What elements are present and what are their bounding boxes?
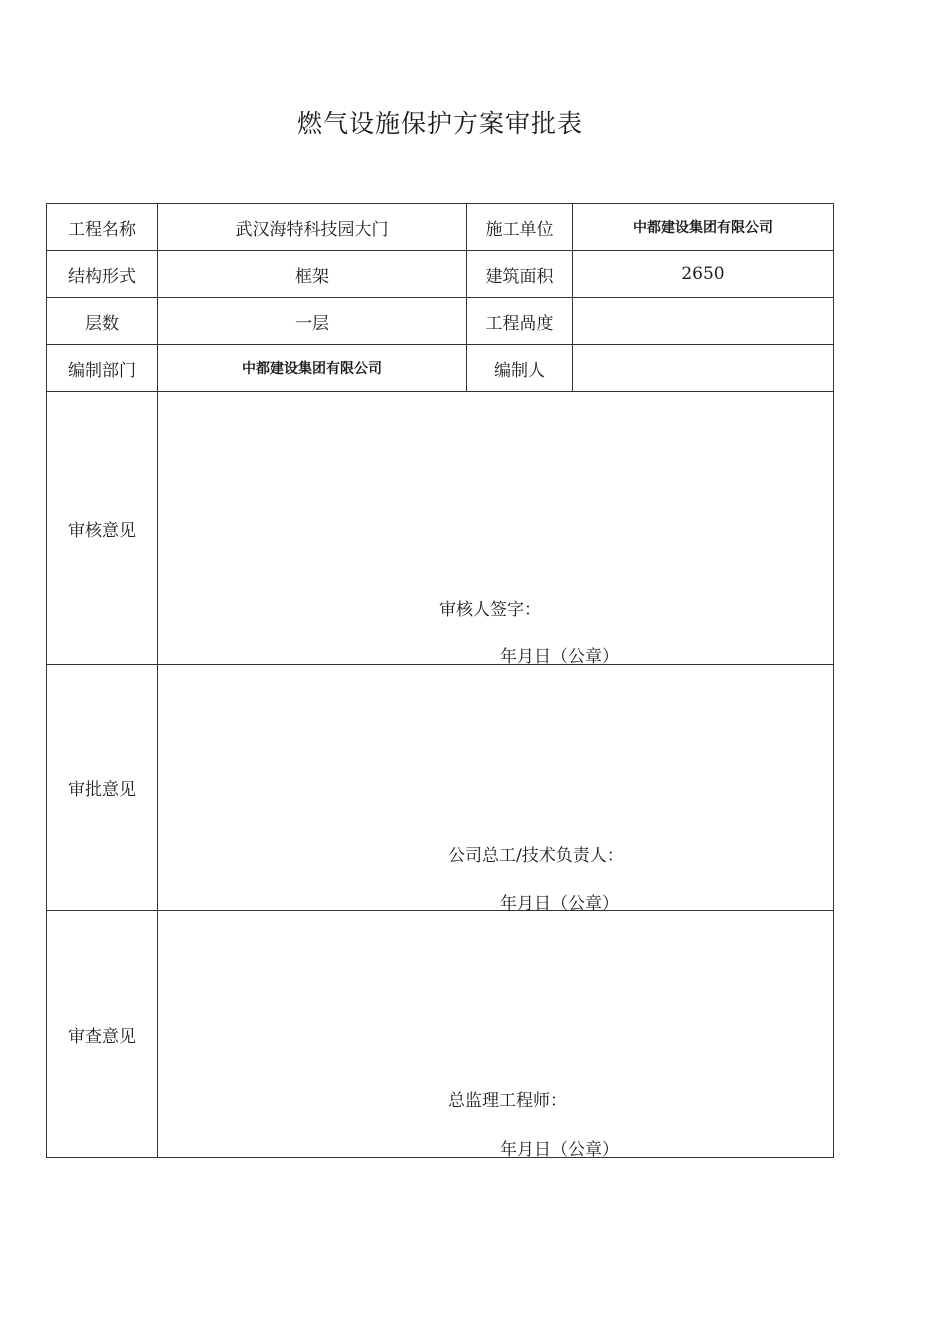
compile-dept-value: 中都建设集团有限公司 <box>158 345 467 392</box>
construction-unit-label: 施工单位 <box>467 204 573 251</box>
approval-opinion-label: 审批意见 <box>47 665 158 911</box>
row-floors <box>47 298 834 345</box>
structure-form-value: 框架 <box>158 251 467 298</box>
review-opinion-label: 审核意见 <box>47 392 158 665</box>
compile-dept-label: 编制部门 <box>47 345 158 392</box>
approval-form-table <box>46 203 834 1158</box>
inspection-opinion-body <box>158 911 833 1160</box>
form-title: 燃气设施保护方案审批表 <box>296 109 583 138</box>
floors-label: 层数 <box>47 298 158 345</box>
project-name-label: 工程名称 <box>47 204 158 251</box>
project-name-value: 武汉海特科技园大门 <box>158 204 467 251</box>
approval-date-label: 年月日（公章） <box>500 894 619 914</box>
review-date-label: 年月日（公章） <box>500 647 619 667</box>
row-compile <box>47 345 834 392</box>
construction-unit-value: 中都建设集团有限公司 <box>573 204 834 251</box>
structure-form-label: 结构形式 <box>47 251 158 298</box>
row-project-name <box>47 204 834 251</box>
project-height-value <box>573 298 834 345</box>
review-signer-label: 审核人签字： <box>439 600 541 620</box>
floors-value: 一层 <box>158 298 467 345</box>
inspection-signer-label: 总监理工程师： <box>448 1091 567 1111</box>
building-area-label: 建筑面积 <box>467 251 573 298</box>
approval-opinion-body <box>158 665 833 914</box>
building-area-value: 2650 <box>573 251 834 298</box>
compiler-value <box>573 345 834 392</box>
review-opinion-body <box>158 392 833 667</box>
compiler-label: 编制人 <box>467 345 573 392</box>
row-structure <box>47 251 834 298</box>
row-inspection-opinion <box>47 911 834 1158</box>
inspection-opinion-area <box>158 911 834 1158</box>
review-opinion-area <box>158 392 834 665</box>
approval-signer-label: 公司总工/技术负责人： <box>448 846 624 866</box>
inspection-opinion-label: 审查意见 <box>47 911 158 1158</box>
approval-opinion-area <box>158 665 834 914</box>
inspection-date-label: 年月日（公章） <box>500 1140 619 1160</box>
row-review-opinion <box>47 392 834 665</box>
row-approval-opinion <box>47 665 834 911</box>
project-height-label: 工程咼度 <box>467 298 573 345</box>
